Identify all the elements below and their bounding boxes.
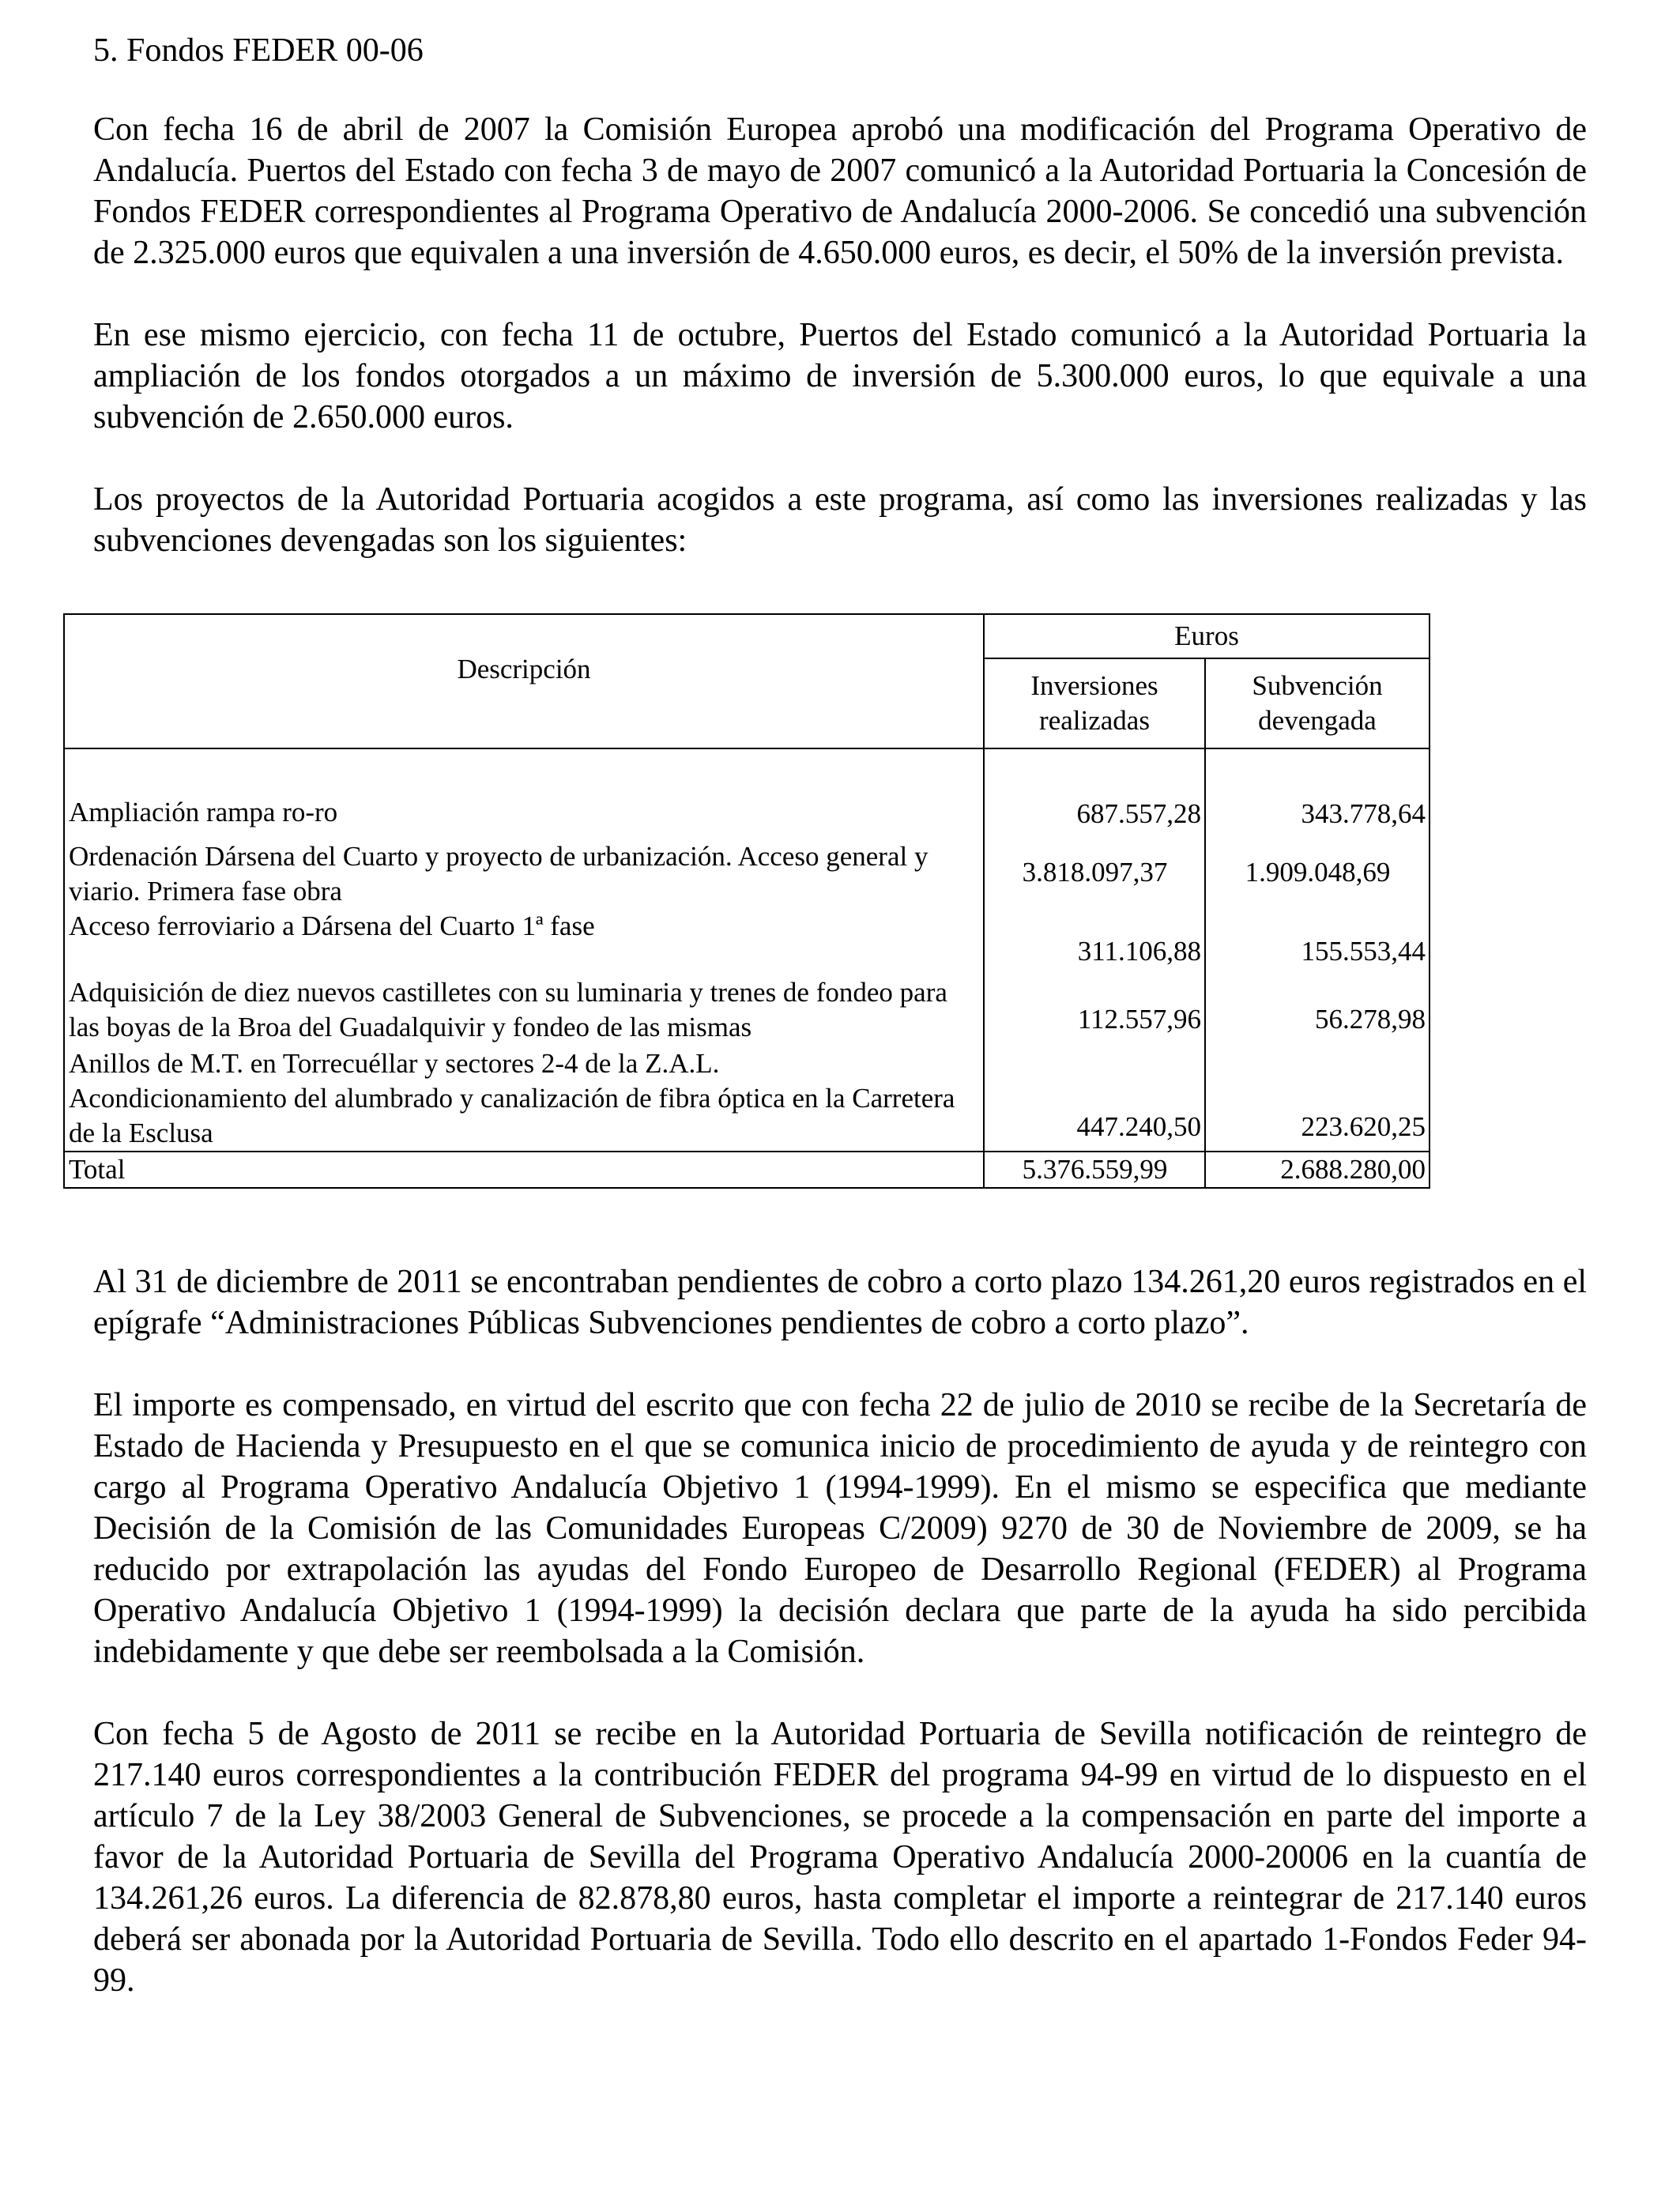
- projects-table-container: [63, 613, 1429, 1189]
- table-row: [64, 1081, 1430, 1152]
- row-subsidy: 343.778,64: [1205, 748, 1430, 836]
- row-subsidy: 223.620,25: [1205, 1081, 1430, 1152]
- row-subsidy: 155.553,44: [1205, 909, 1430, 975]
- section-heading: 5. Fondos FEDER 00-06: [93, 32, 424, 69]
- projects-table: [63, 613, 1430, 1189]
- paragraph-compensation: El importe es compensado, en virtud del escrito que con fecha 22 de julio de 2010 se recibe de la Secretaría de Estado de Hacienda y Presupuesto en el que se comunica inicio de procedimiento de ayuda y de reintegro con cargo al Programa Operativo Andalucía Objetivo 1 (1994-1999). En el mismo se especifica que mediante Decisión de la Comisión de las Comunidades Europeas C/2009) 9270 de 30 de Noviembre de 2009, se ha reducido por extrapolación las ayudas del Fondo Europeo de Desarrollo Regional (FEDER) al Programa Operativo Andalucía Objetivo 1 (1994-1999) la decisión declara que parte de la ayuda ha sido percibida indebidamente y que debe ser reembolsada a la Comisión.: [93, 1387, 1587, 1670]
- row-description: Adquisición de diez nuevos castilletes con su luminaria y trenes de fondeo para las boyas de la Broa del Guadalquivir y fondeo de las mismas: [64, 975, 984, 1046]
- document-page-lower: [93, 1261, 1587, 2001]
- header-investments-line2: realizadas: [1039, 704, 1150, 736]
- table-row: [64, 909, 1430, 975]
- row-description: Ampliación rampa ro-ro: [64, 748, 984, 836]
- total-subsidy: 2.688.280,00: [1205, 1152, 1430, 1188]
- header-subsidy-line2: devengada: [1258, 704, 1377, 736]
- paragraph-approval: Con fecha 16 de abril de 2007 la Comisión Europea aprobó una modificación del Programa Operativo de Andalucía. Puertos del Estado con fecha 3 de mayo de 2007 comunicó a la Autoridad Portuaria la Concesión de Fondos FEDER correspondientes al Programa Operativo de Andalucía 2000-2006. Se concedió una subvención de 2.325.000 euros que equivalen a una inversión de 4.650.000 euros, es decir, el 50% de la inversión prevista.: [93, 111, 1587, 271]
- row-description: Ordenación Dársena del Cuarto y proyecto de urbanización. Acceso general y viario. Primera fase obra: [64, 836, 984, 909]
- paragraph-projects-intro: Los proyectos de la Autoridad Portuaria acogidos a este programa, así como las inversiones realizadas y las subvenciones devengadas son los siguientes:: [93, 481, 1587, 559]
- header-investments: [984, 658, 1205, 748]
- row-investment: 112.557,96: [984, 975, 1205, 1081]
- row-description: Acondicionamiento del alumbrado y canalización de fibra óptica en la Carretera de la Esclusa: [64, 1081, 984, 1152]
- row-subsidy: 1.909.048,69: [1205, 836, 1430, 909]
- total-label: Total: [64, 1152, 984, 1188]
- header-euros: Euros: [984, 614, 1430, 658]
- header-subsidy: [1205, 658, 1430, 748]
- row-subsidy: 56.278,98: [1205, 975, 1430, 1081]
- paragraph-reintegration: Con fecha 5 de Agosto de 2011 se recibe en la Autoridad Portuaria de Sevilla notificación de reintegro de 217.140 euros correspondientes a la contribución FEDER del programa 94-99 en virtud de lo dispuesto en el artículo 7 de la Ley 38/2003 General de Subvenciones, se procede a la compensación en parte del importe a favor de la Autoridad Portuaria de Sevilla del Programa Operativo Andalucía 2000-20006 en la cuantía de 134.261,26 euros. La diferencia de 82.878,80 euros, hasta completar el importe a reintegrar de 217.140 euros deberá ser abonada por la Autoridad Portuaria de Sevilla. Todo ello descrito en el apartado 1-Fondos Feder 94-99.: [93, 1716, 1587, 1999]
- table-row: [64, 836, 1430, 909]
- header-description: Descripción: [64, 614, 984, 748]
- row-investment: 3.818.097,37: [984, 836, 1205, 909]
- table-row: [64, 748, 1430, 836]
- paragraph-extension: En ese mismo ejercicio, con fecha 11 de octubre, Puertos del Estado comunicó a la Autoridad Portuaria la ampliación de los fondos otorgados a un máximo de inversión de 5.300.000 euros, lo que equivale a una subvención de 2.650.000 euros.: [93, 317, 1587, 435]
- row-investment: 447.240,50: [984, 1081, 1205, 1152]
- row-description: Anillos de M.T. en Torrecuéllar y sectores 2-4 de la Z.A.L.: [64, 1046, 984, 1081]
- header-investments-line1: Inversiones: [1030, 669, 1158, 701]
- paragraph-pending-collection: Al 31 de diciembre de 2011 se encontraban pendientes de cobro a corto plazo 134.261,20 euros registrados en el epígrafe “Administraciones Públicas Subvenciones pendientes de cobro a corto plazo”.: [93, 1264, 1587, 1341]
- row-description: Acceso ferroviario a Dársena del Cuarto 1ª fase: [64, 909, 984, 975]
- table-total-row: [64, 1152, 1430, 1188]
- document-page: [93, 30, 1587, 561]
- table-row: [64, 975, 1430, 1046]
- header-subsidy-line1: Subvención: [1252, 669, 1383, 701]
- row-investment: 311.106,88: [984, 909, 1205, 975]
- row-investment: 687.557,28: [984, 748, 1205, 836]
- total-investment: 5.376.559,99: [984, 1152, 1205, 1188]
